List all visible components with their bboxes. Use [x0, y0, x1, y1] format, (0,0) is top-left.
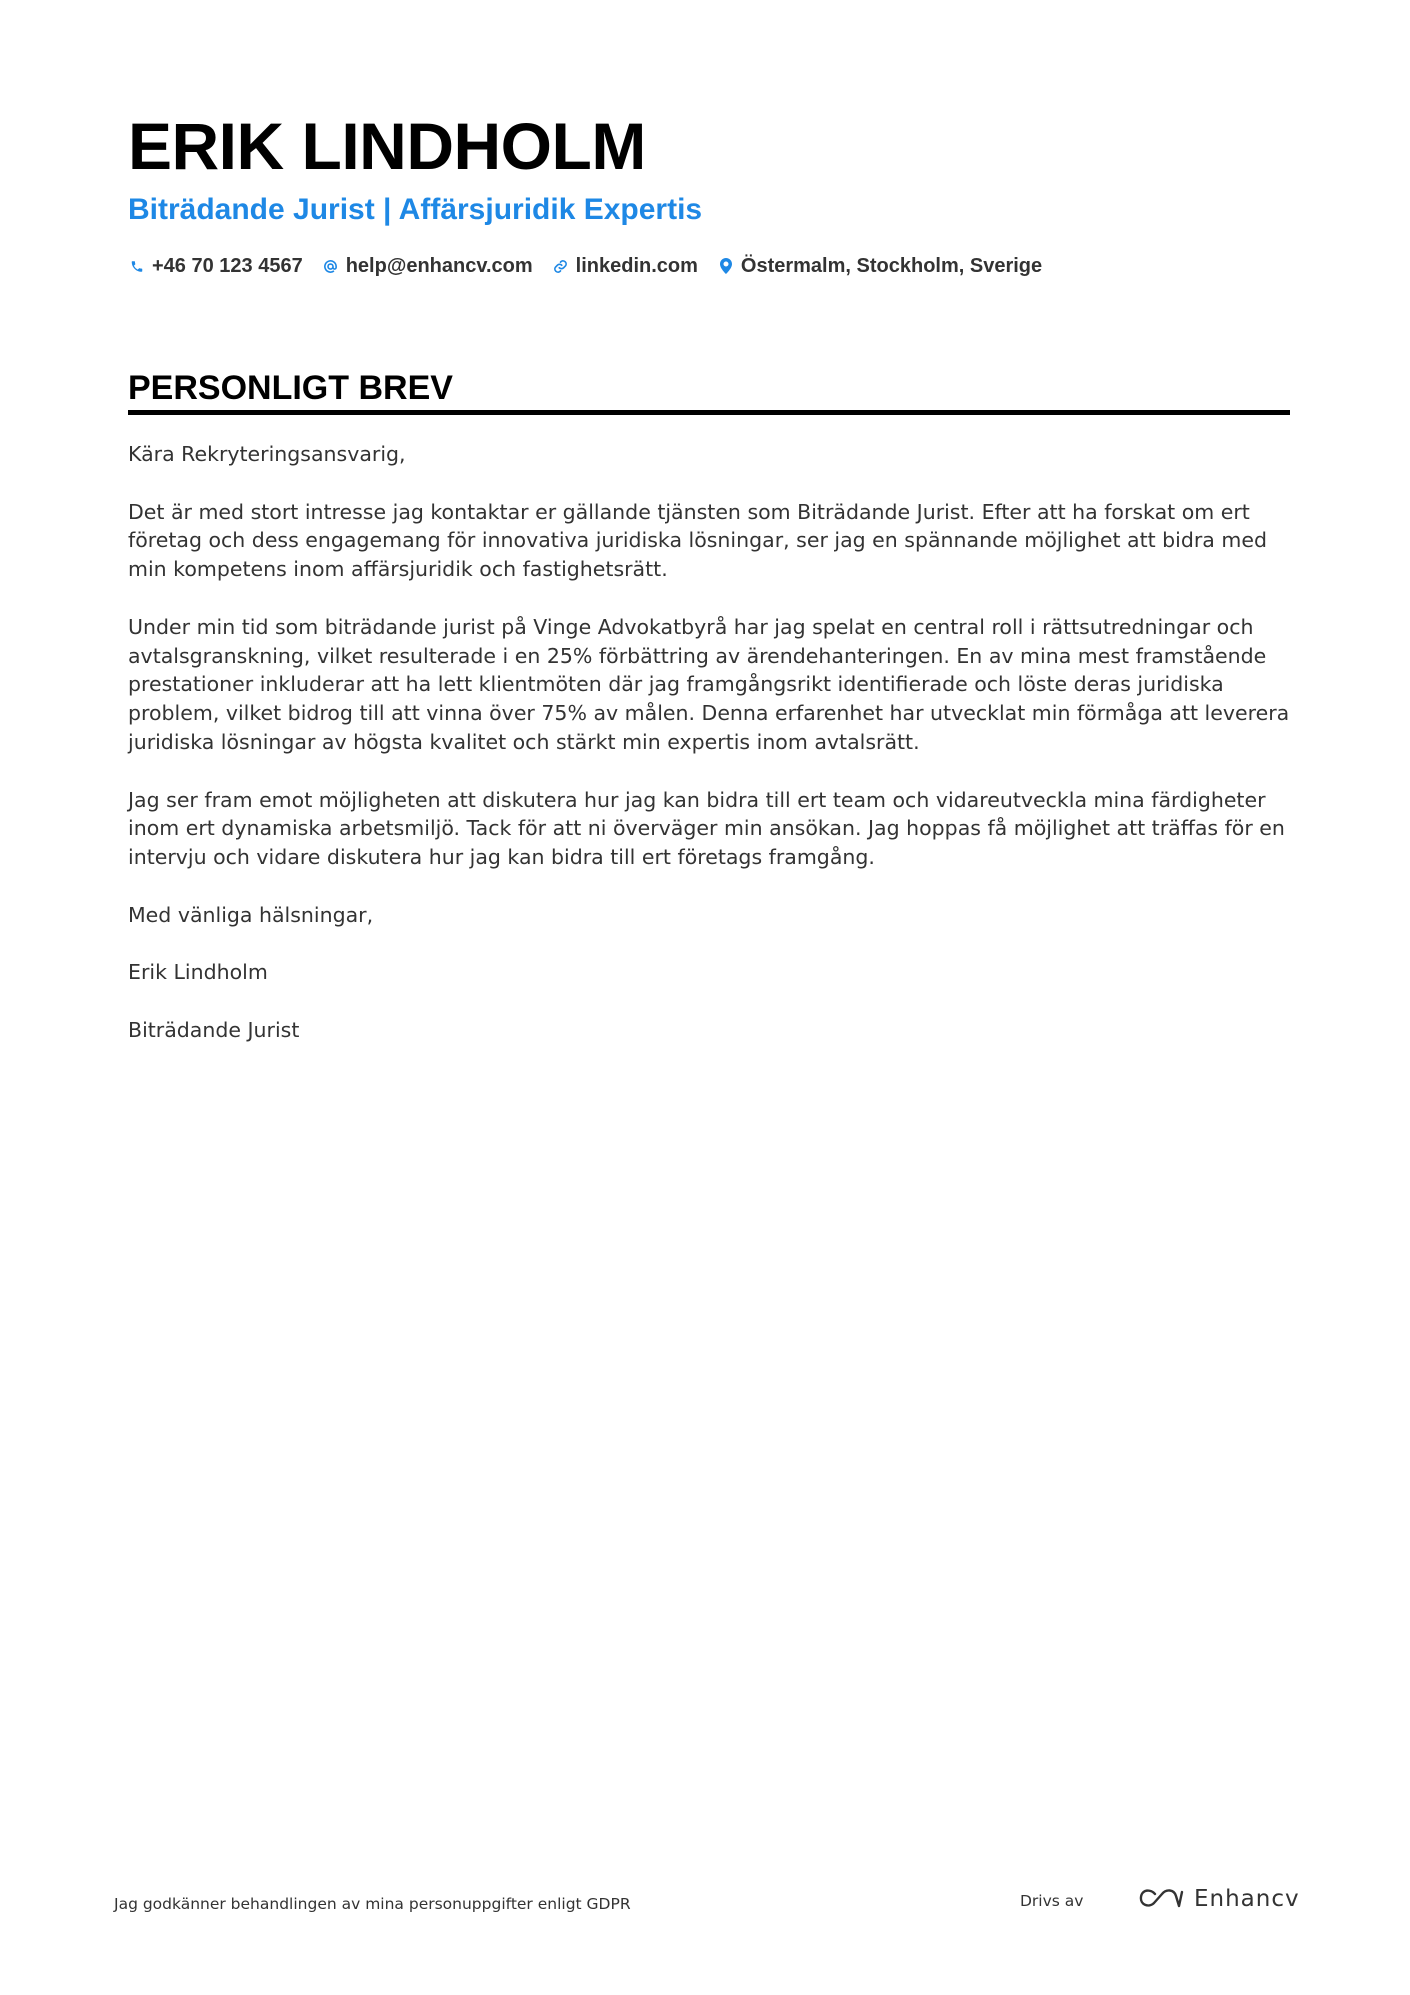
signature-title: Biträdande Jurist: [128, 1017, 300, 1042]
applicant-headline: Biträdande Jurist | Affärsjuridik Expertis: [128, 193, 703, 226]
at-icon: [322, 255, 340, 277]
link-icon: [552, 255, 570, 277]
phone-number: +46 70 123 4567: [152, 255, 303, 277]
letter-paragraph: Under min tid som biträdande jurist på Vinge Advokatbyrå har jag spelat en central roll i rättsutredningar och avtalsgranskning, vilket resulterade i en 25% förbättring av ärendehanteringen. En av mina mest framstående prestationer inkluderar att ha lett klientmöten där jag framgångsrikt identifierade och löste deras juridiska problem, vilket bidrog till att vinna över 75% av målen. Denna erfarenhet har utvecklat min förmåga att leverera juridiska lösningar av högsta kvalitet och stärkt min expertis inom avtalsrätt.: [128, 614, 1290, 754]
location-text: Östermalm, Stockholm, Sverige: [740, 255, 1043, 277]
contact-location: [717, 252, 1042, 280]
letter-paragraph: Jag ser fram emot möjligheten att diskutera hur jag kan bidra till ert team och vidareutveckla mina färdigheter inom ert dynamiska arbetsmiljö. Tack för att ni överväger min ansökan. Jag hoppas få möjlighet att träffas för en intervju och vidare diskutera hur jag kan bidra till ert företags framgång.: [128, 787, 1285, 870]
brand-name: Enhancv: [1194, 1886, 1300, 1912]
phone-icon: [128, 255, 146, 277]
letter-paragraph: Det är med stort intresse jag kontaktar er gällande tjänsten som Biträdande Jurist. Efter att ha forskat om ert företag och dess engagemang för innovativa juridiska lösningar, ser jag en spännande möjlighet att bidra med min kompetens inom affärsjuridik och fastighetsrätt.: [128, 499, 1267, 582]
contact-email[interactable]: [322, 252, 533, 280]
letter-greeting: Kära Rekryteringsansvarig,: [128, 442, 406, 466]
contact-phone: [128, 252, 303, 280]
contact-info: [128, 252, 1061, 280]
letter-body: [128, 440, 1290, 1074]
section-title: PERSONLIGT BREV: [128, 369, 453, 407]
linkedin-link[interactable]: linkedin.com: [575, 255, 698, 277]
signature-name: Erik Lindholm: [128, 960, 268, 985]
powered-by-label: Drivs av: [1020, 1892, 1084, 1910]
enhancv-brand[interactable]: [1138, 1884, 1300, 1914]
location-pin-icon: [717, 255, 735, 277]
gdpr-consent: Jag godkänner behandlingen av mina personuppgifter enligt GDPR: [114, 1895, 631, 1913]
section-divider: [128, 410, 1290, 415]
letter-closing: Med vänliga hälsningar,: [128, 902, 374, 927]
applicant-name: ERIK LINDHOLM: [128, 109, 646, 183]
enhancv-logo-icon: [1138, 1886, 1184, 1912]
email-address[interactable]: help@enhancv.com: [345, 255, 533, 277]
contact-linkedin[interactable]: [552, 252, 698, 280]
